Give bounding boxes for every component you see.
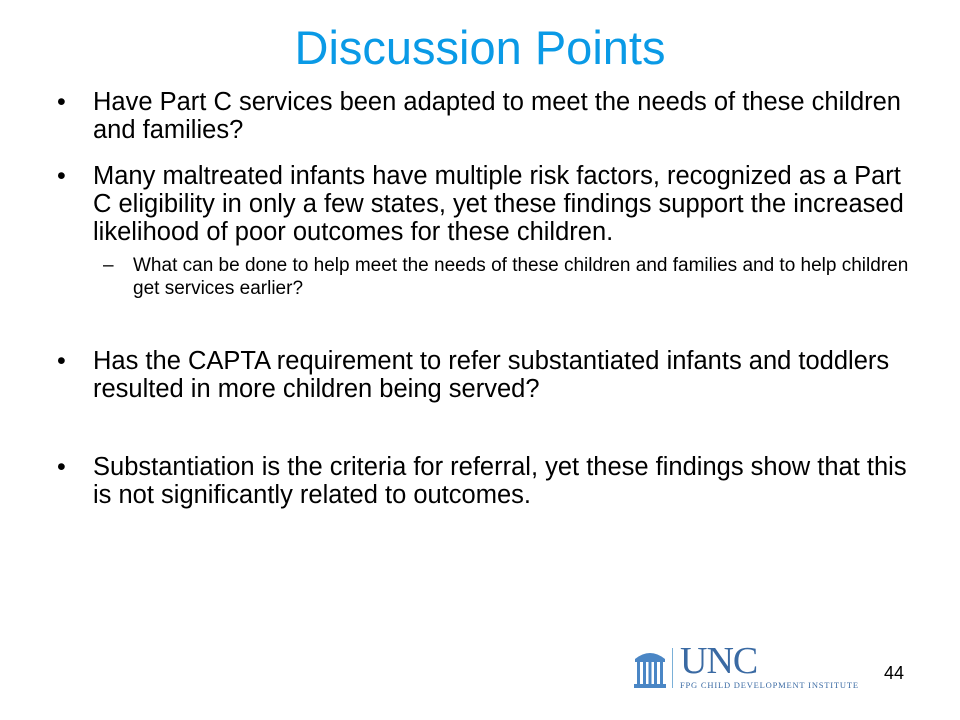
slide-title: Discussion Points	[294, 21, 666, 74]
bullet-text: Have Part C services been adapted to meet the needs of these children and families?	[93, 88, 901, 144]
bullet-dot: •	[57, 88, 66, 116]
sub-bullet-item	[55, 254, 915, 300]
bullet-item	[55, 453, 915, 509]
bullet-dot: •	[57, 162, 66, 190]
bullet-item	[55, 347, 915, 403]
logo-subtitle: FPG CHILD DEVELOPMENT INSTITUTE	[680, 680, 859, 690]
logo-wordmark: UNC	[680, 640, 758, 682]
old-well-icon	[632, 646, 668, 692]
logo-divider	[672, 648, 673, 688]
bullet-text: Has the CAPTA requirement to refer substantiated infants and toddlers resulted in more children being served?	[93, 347, 890, 403]
sub-bullet-text: What can be done to help meet the needs of these children and families and to help children get services earlier?	[133, 255, 909, 299]
bullet-text: Substantiation is the criteria for referral, yet these findings show that this is not significantly related to outcomes.	[93, 453, 907, 509]
bullet-text: Many maltreated infants have multiple risk factors, recognized as a Part C eligibility in only a few states, yet these findings support the increased likelihood of poor outcomes for these children.	[93, 162, 904, 246]
bullet-dot: •	[57, 453, 66, 481]
bullet-item	[55, 162, 915, 246]
unc-fpg-logo	[632, 640, 880, 692]
bullet-dot: •	[57, 347, 66, 375]
bullet-item	[55, 88, 915, 144]
sub-bullet-dash: –	[103, 255, 114, 276]
page-number: 44	[884, 663, 905, 683]
bullet-list	[55, 88, 915, 509]
